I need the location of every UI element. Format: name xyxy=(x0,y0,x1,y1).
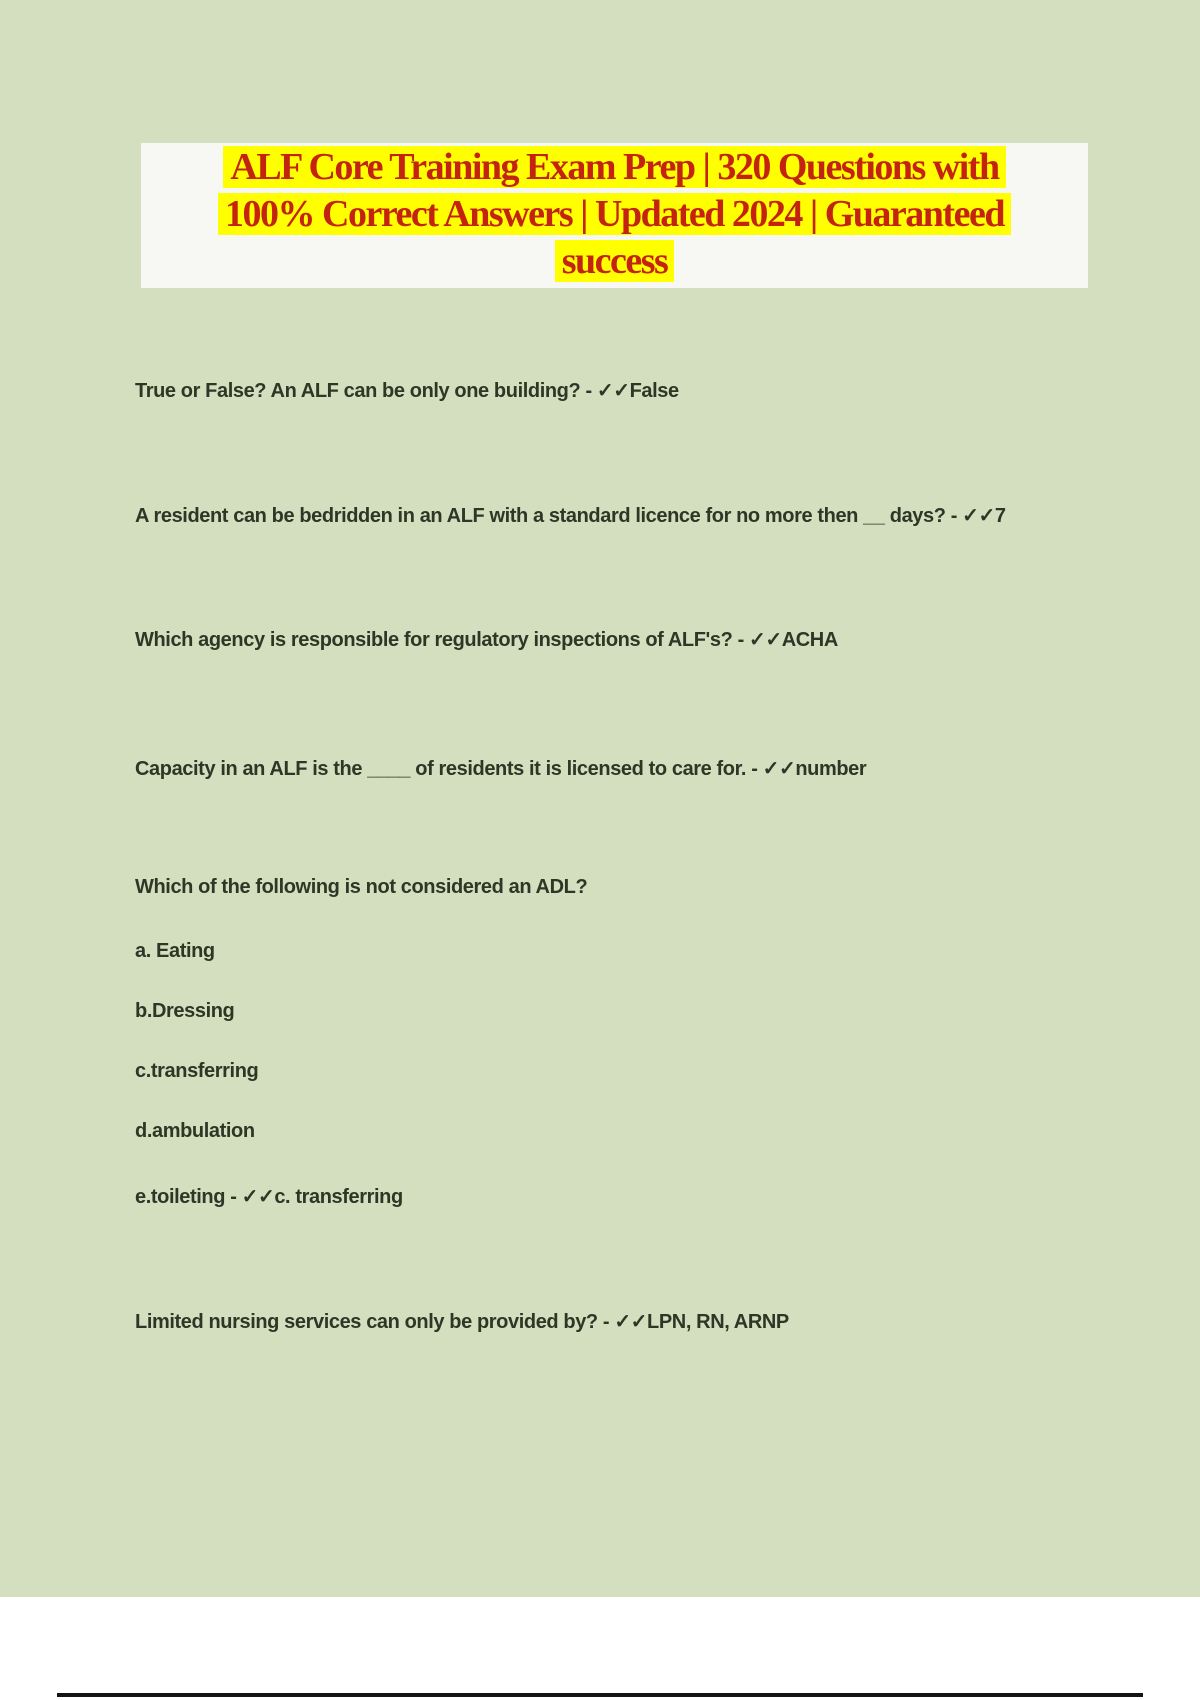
question-line-2: A resident can be bedridden in an ALF with a standard licence for no more then __ days? - ✓✓7 xyxy=(135,505,1006,527)
footer-divider-rule xyxy=(57,1693,1143,1697)
answer-option-c: c.transferring xyxy=(135,1060,259,1082)
title-line-1 xyxy=(141,144,1088,191)
answer-option-b: b.Dressing xyxy=(135,1000,235,1022)
title-highlight-text: ALF Core Training Exam Prep | 320 Questions with xyxy=(223,146,1005,188)
title-line-2 xyxy=(141,191,1088,238)
answer-option-a: a. Eating xyxy=(135,940,215,962)
title-highlight-text: success xyxy=(555,240,675,282)
title-highlight-text: 100% Correct Answers | Updated 2024 | Guaranteed xyxy=(218,193,1011,235)
question-line-4: Capacity in an ALF is the ____ of residents it is licensed to care for. - ✓✓number xyxy=(135,758,867,780)
page-footer-margin xyxy=(0,1597,1200,1700)
question-line-1: True or False? An ALF can be only one building? - ✓✓False xyxy=(135,380,679,402)
question-line-3: Which agency is responsible for regulatory inspections of ALF's? - ✓✓ACHA xyxy=(135,629,838,651)
question-line-5-stem: Which of the following is not considered an ADL? xyxy=(135,876,588,898)
question-line-6: Limited nursing services can only be provided by? - ✓✓LPN, RN, ARNP xyxy=(135,1311,789,1333)
title-line-3 xyxy=(141,238,1088,285)
answer-option-e-with-answer: e.toileting - ✓✓c. transferring xyxy=(135,1186,403,1208)
answer-option-d: d.ambulation xyxy=(135,1120,255,1142)
document-title-box xyxy=(141,143,1088,288)
